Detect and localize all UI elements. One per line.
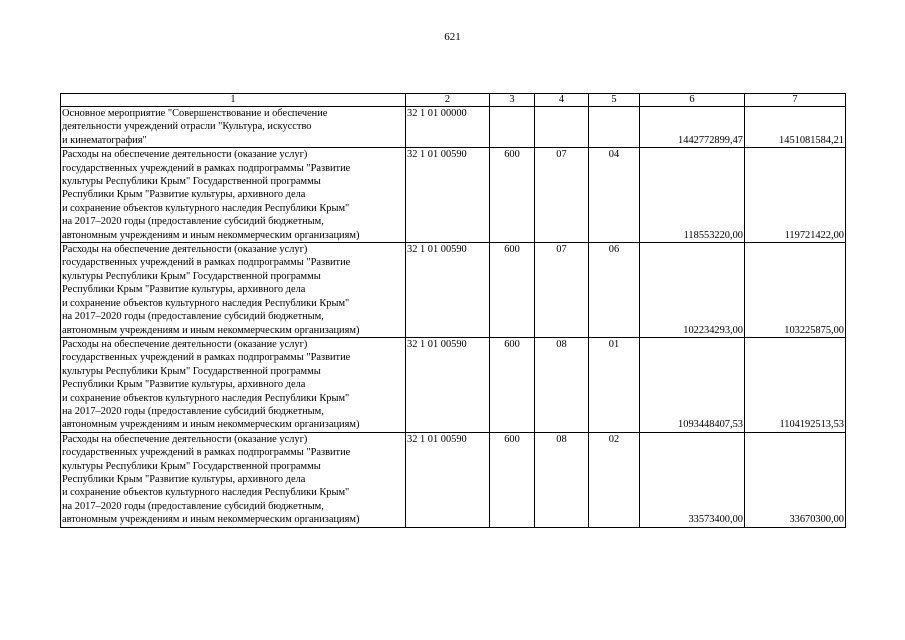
row-code: 32 1 01 00590 xyxy=(406,243,490,338)
header-col-3: 3 xyxy=(490,94,535,107)
row-code: 32 1 01 00000 xyxy=(406,107,490,148)
description-line: государственных учреждений в рамках подпрограммы "Развитие xyxy=(62,352,351,364)
row-amount-2: 119721422,00 xyxy=(745,148,846,243)
row-col3 xyxy=(490,107,535,148)
description-line: и сохранение объектов культурного наследия Республики Крым" xyxy=(62,297,350,309)
row-amount-1: 118553220,00 xyxy=(640,148,745,243)
row-col4: 07 xyxy=(535,243,589,338)
description-line: и кинематография" xyxy=(62,134,147,146)
table-row xyxy=(61,107,846,148)
description-line: государственных учреждений в рамках подпрограммы "Развитие xyxy=(62,447,351,459)
description-line: культуры Республики Крым" Государственной программы xyxy=(62,460,321,472)
description-line: на 2017–2020 годы (предоставление субсидий бюджетным, xyxy=(62,311,324,323)
row-amount-2: 1451081584,21 xyxy=(745,107,846,148)
description-line: Республики Крым "Развитие культуры, архивного дела xyxy=(62,473,306,485)
row-amount-2: 33670300,00 xyxy=(745,432,846,527)
description-line: на 2017–2020 годы (предоставление субсидий бюджетным, xyxy=(62,216,324,228)
header-col-5: 5 xyxy=(589,94,640,107)
row-description xyxy=(61,337,406,432)
description-line: культуры Республики Крым" Государственной программы xyxy=(62,176,321,188)
row-col5: 01 xyxy=(589,337,640,432)
description-line: Расходы на обеспечение деятельности (оказание услуг) xyxy=(62,149,308,161)
row-col4: 08 xyxy=(535,337,589,432)
table-row xyxy=(61,432,846,527)
table-row xyxy=(61,148,846,243)
row-code: 32 1 01 00590 xyxy=(406,337,490,432)
description-line: автономным учреждениям и иным некоммерческим организациям) xyxy=(62,419,360,431)
header-col-7: 7 xyxy=(745,94,846,107)
row-amount-1: 102234293,00 xyxy=(640,243,745,338)
description-line: и сохранение объектов культурного наследия Республики Крым" xyxy=(62,487,350,499)
row-amount-1: 1093448407,53 xyxy=(640,337,745,432)
description-line: Республики Крым "Развитие культуры, архивного дела xyxy=(62,284,306,296)
row-description xyxy=(61,243,406,338)
description-line: автономным учреждениям и иным некоммерческим организациям) xyxy=(62,514,360,526)
row-description xyxy=(61,432,406,527)
row-col5: 04 xyxy=(589,148,640,243)
row-col3: 600 xyxy=(490,337,535,432)
header-row xyxy=(61,94,846,107)
budget-table xyxy=(60,93,846,528)
description-line: на 2017–2020 годы (предоставление субсидий бюджетным, xyxy=(62,500,324,512)
description-line: и сохранение объектов культурного наследия Республики Крым" xyxy=(62,392,350,404)
description-line: Республики Крым "Развитие культуры, архивного дела xyxy=(62,189,306,201)
description-line: Расходы на обеспечение деятельности (оказание услуг) xyxy=(62,338,308,350)
description-line: культуры Республики Крым" Государственной программы xyxy=(62,365,321,377)
row-col3: 600 xyxy=(490,432,535,527)
row-col4: 08 xyxy=(535,432,589,527)
row-amount-1: 1442772899,47 xyxy=(640,107,745,148)
row-col4 xyxy=(535,107,589,148)
table-row xyxy=(61,337,846,432)
description-line: культуры Республики Крым" Государственной программы xyxy=(62,270,321,282)
page-number: 621 xyxy=(444,31,461,43)
description-line: Основное мероприятие "Совершенствование и обеспечение xyxy=(62,108,328,119)
table-row xyxy=(61,243,846,338)
row-col5: 02 xyxy=(589,432,640,527)
header-col-4: 4 xyxy=(535,94,589,107)
row-col3: 600 xyxy=(490,243,535,338)
description-line: Расходы на обеспечение деятельности (оказание услуг) xyxy=(62,433,308,445)
row-amount-1: 33573400,00 xyxy=(640,432,745,527)
description-line: на 2017–2020 годы (предоставление субсидий бюджетным, xyxy=(62,405,324,417)
description-line: государственных учреждений в рамках подпрограммы "Развитие xyxy=(62,162,351,174)
row-col3: 600 xyxy=(490,148,535,243)
description-line: автономным учреждениям и иным некоммерческим организациям) xyxy=(62,324,360,336)
description-line: деятельности учреждений отрасли "Культура, искусство xyxy=(62,121,312,133)
row-amount-2: 103225875,00 xyxy=(745,243,846,338)
row-code: 32 1 01 00590 xyxy=(406,148,490,243)
description-line: Расходы на обеспечение деятельности (оказание услуг) xyxy=(62,244,308,256)
row-col5 xyxy=(589,107,640,148)
description-line: автономным учреждениям и иным некоммерческим организациям) xyxy=(62,229,360,241)
row-amount-2: 1104192513,53 xyxy=(745,337,846,432)
description-line: Республики Крым "Развитие культуры, архивного дела xyxy=(62,379,306,391)
row-col5: 06 xyxy=(589,243,640,338)
row-description xyxy=(61,107,406,148)
row-description xyxy=(61,148,406,243)
row-col4: 07 xyxy=(535,148,589,243)
row-code: 32 1 01 00590 xyxy=(406,432,490,527)
header-col-2: 2 xyxy=(406,94,490,107)
header-col-1: 1 xyxy=(61,94,406,107)
description-line: и сохранение объектов культурного наследия Республики Крым" xyxy=(62,202,350,214)
header-col-6: 6 xyxy=(640,94,745,107)
description-line: государственных учреждений в рамках подпрограммы "Развитие xyxy=(62,257,351,269)
